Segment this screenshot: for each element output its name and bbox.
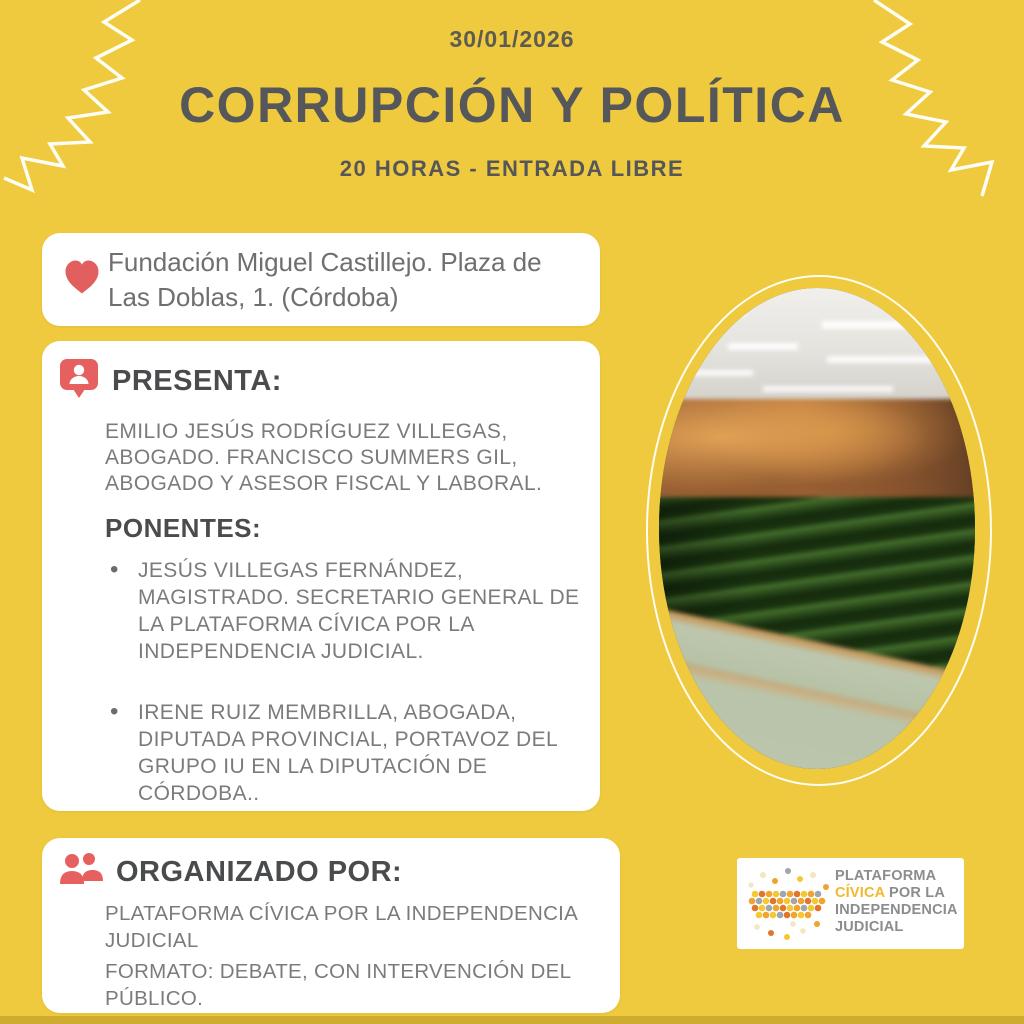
logo-highlight: CÍVICA (835, 885, 885, 901)
ponentes-list (108, 557, 583, 841)
plataforma-civica-logo (737, 858, 964, 949)
location-card (42, 233, 600, 326)
presenta-body: EMILIO JESÚS RODRÍGUEZ VILLEGAS, ABOGADO. FRANCISCO SUMMERS GIL, ABOGADO Y ASESOR FISCAL Y LABORAL. (105, 420, 543, 495)
logo-line-1: PLATAFORMA (835, 868, 937, 884)
event-time-admission: 20 HORAS - ENTRADA LIBRE (339, 156, 685, 181)
organizado-heading: ORGANIZADO POR: (116, 856, 403, 888)
logo-line-2-rest: POR LA (884, 885, 946, 901)
logo-line-4: JUDICIAL (835, 919, 904, 935)
ponente-item: • IRENE RUIZ MEMBRILLA, ABOGADA, DIPUTADA PROVINCIAL, PORTAVOZ DEL GRUPO IU EN LA DIPUTACIÓN DE CÓRDOBA.. (108, 699, 583, 807)
ponente-item: • JESÚS VILLEGAS FERNÁNDEZ, MAGISTRADO. SECRETARIO GENERAL DE LA PLATAFORMA CÍVICA POR LA INDEPENDENCIA JUDICIAL. (108, 557, 583, 665)
logo-line-3: INDEPENDENCIA (835, 902, 958, 918)
photo-ceiling-lights (659, 300, 975, 404)
bottom-edge-strip (0, 1016, 1024, 1024)
format-text: FORMATO: DEBATE, CON INTERVENCIÓN DEL PÚBLICO. (105, 960, 571, 1010)
presenta-heading: PRESENTA: (112, 365, 282, 397)
organizado-card (42, 838, 620, 1013)
people-icon (58, 850, 104, 895)
heart-icon (60, 255, 104, 304)
logo-dots-icon (743, 862, 835, 946)
organizer-text: PLATAFORMA CÍVICA POR LA INDEPENDENCIA JUDICIAL (105, 902, 578, 952)
presenter-bubble-icon (58, 357, 100, 406)
logo-text (835, 868, 958, 936)
photo-brick-wall (659, 399, 975, 508)
event-date: 30/01/2026 (449, 26, 575, 52)
auditorium-photo (659, 288, 975, 769)
ponentes-heading: PONENTES: (105, 513, 262, 543)
presenta-card (42, 341, 600, 811)
location-text: Fundación Miguel Castillejo. Plaza de Las Doblas, 1. (Córdoba) (108, 247, 542, 312)
logo-line-2 (835, 885, 958, 902)
event-title: CORRUPCIÓN Y POLÍTICA (179, 77, 845, 133)
